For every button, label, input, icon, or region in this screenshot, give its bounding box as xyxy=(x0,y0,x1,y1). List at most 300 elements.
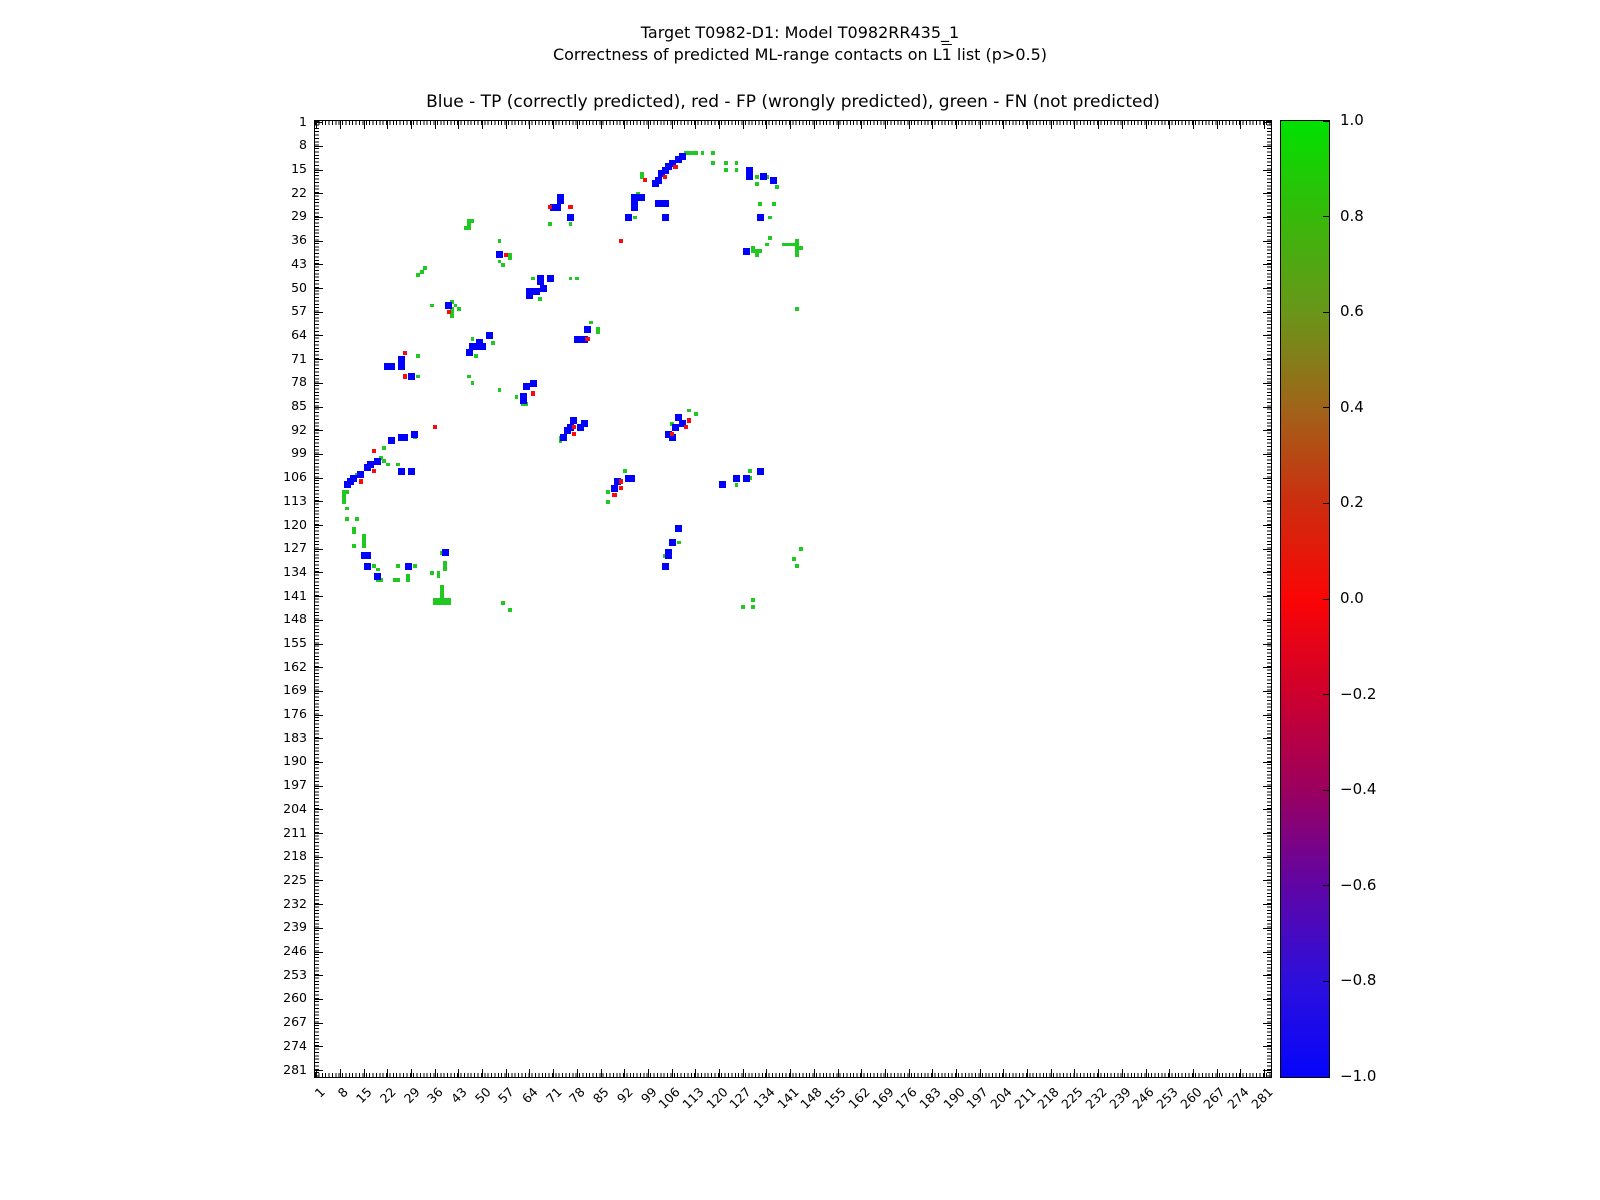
contact-point-fn xyxy=(352,544,356,548)
x-major-tick xyxy=(364,121,365,129)
contact-point-tp xyxy=(631,204,638,211)
colorbar-tick xyxy=(1323,121,1329,122)
y-tick-label: 64 xyxy=(291,326,307,342)
x-major-tick xyxy=(885,1069,886,1077)
x-major-tick xyxy=(1074,121,1075,129)
contact-point-fn xyxy=(386,463,390,467)
x-tick-label: 22 xyxy=(376,1084,399,1107)
x-major-tick xyxy=(766,121,767,129)
y-tick-label: 239 xyxy=(283,919,307,935)
x-major-tick xyxy=(1122,121,1123,129)
contact-point-fn xyxy=(606,490,610,494)
y-major-tick xyxy=(1263,667,1271,668)
y-major-tick xyxy=(315,146,323,147)
y-major-tick xyxy=(315,383,323,384)
x-tick-label: 267 xyxy=(1200,1084,1229,1112)
contact-point-tp xyxy=(665,552,672,559)
x-tick-label: 120 xyxy=(702,1084,731,1112)
contact-point-fn xyxy=(467,375,471,379)
y-major-tick xyxy=(315,288,323,289)
x-major-tick xyxy=(1217,1069,1218,1077)
contact-point-tp xyxy=(675,525,682,532)
contact-point-tp xyxy=(733,475,740,482)
contact-point-fn xyxy=(795,564,799,568)
y-major-tick xyxy=(1263,1046,1271,1047)
y-tick-label: 162 xyxy=(283,658,307,674)
contact-point-tp xyxy=(672,424,679,431)
x-tick-label: 162 xyxy=(845,1084,873,1112)
contact-point-fp xyxy=(687,418,691,422)
x-major-tick xyxy=(387,1069,388,1077)
contact-point-fn xyxy=(758,249,762,253)
y-tick-label: 190 xyxy=(283,753,307,769)
x-tick-label: 148 xyxy=(797,1084,826,1112)
contact-point-tp xyxy=(652,180,659,187)
x-tick-label: 36 xyxy=(424,1084,447,1107)
y-major-tick xyxy=(1263,501,1271,502)
contact-point-fp xyxy=(585,337,589,341)
contact-point-fp xyxy=(619,239,623,243)
contact-point-fn xyxy=(575,277,579,281)
y-tick-label: 92 xyxy=(291,421,307,437)
x-major-tick xyxy=(624,121,625,129)
contact-point-fn xyxy=(501,263,505,267)
y-major-tick xyxy=(1263,596,1271,597)
y-major-tick xyxy=(1263,620,1271,621)
contact-point-fn xyxy=(362,544,366,548)
y-major-tick xyxy=(315,786,323,787)
contact-point-tp xyxy=(408,373,415,380)
y-major-tick xyxy=(315,122,323,123)
x-major-tick xyxy=(956,121,957,129)
contact-point-fn xyxy=(413,564,417,568)
y-major-tick xyxy=(1263,407,1271,408)
contact-point-fn xyxy=(569,222,573,226)
x-major-tick xyxy=(956,1069,957,1077)
x-major-tick xyxy=(624,1069,625,1077)
y-tick-label: 281 xyxy=(283,1061,307,1077)
contact-point-fn xyxy=(633,216,637,220)
contact-point-fn xyxy=(755,253,759,257)
x-major-tick xyxy=(1217,121,1218,129)
contact-point-tp xyxy=(523,383,530,390)
contact-point-tp xyxy=(746,173,753,180)
contact-point-fn xyxy=(376,568,380,572)
contact-point-fn xyxy=(345,507,349,511)
contact-point-tp xyxy=(584,326,591,333)
colorbar xyxy=(1280,120,1330,1078)
y-tick-label: 204 xyxy=(283,800,307,816)
contact-point-tp xyxy=(398,363,405,370)
x-major-tick xyxy=(719,1069,720,1077)
colorbar-tick-label: −1.0 xyxy=(1340,1067,1377,1085)
figure-suptitle-line2 xyxy=(0,44,1600,65)
x-major-tick xyxy=(577,1069,578,1077)
x-major-tick xyxy=(529,1069,530,1077)
contact-point-tp xyxy=(662,214,669,221)
x-major-tick xyxy=(364,1069,365,1077)
y-tick-label: 225 xyxy=(283,871,307,887)
y-tick-label: 85 xyxy=(291,398,307,414)
contact-point-fn xyxy=(342,500,346,504)
y-tick-label: 57 xyxy=(291,303,307,319)
contact-point-tp xyxy=(757,214,764,221)
x-tick-label: 15 xyxy=(353,1084,375,1107)
x-major-tick xyxy=(529,121,530,129)
contact-point-fp xyxy=(504,253,508,257)
contact-point-fn xyxy=(396,463,400,467)
y-tick-label: 15 xyxy=(291,161,307,177)
x-tick-label: 78 xyxy=(566,1084,589,1107)
contact-point-tp xyxy=(560,434,567,441)
y-major-tick xyxy=(1263,454,1271,455)
contact-point-fn xyxy=(755,175,759,179)
contact-point-fn xyxy=(501,601,505,605)
contact-point-fn xyxy=(423,266,427,270)
y-tick-label: 127 xyxy=(283,540,307,556)
contact-point-fn xyxy=(548,222,552,226)
x-major-tick xyxy=(1003,121,1004,129)
axes-title: Blue - TP (correctly predicted), red - FP (wrongly predicted), green - FN (not predicted) xyxy=(426,92,1160,112)
contact-point-fn xyxy=(491,341,495,345)
x-tick-label: 155 xyxy=(821,1084,849,1112)
contact-point-fn xyxy=(735,168,739,172)
x-tick-label: 274 xyxy=(1224,1084,1252,1112)
y-tick-label: 232 xyxy=(283,895,307,911)
x-major-tick xyxy=(387,121,388,129)
x-major-tick xyxy=(861,121,862,129)
y-tick-label: 183 xyxy=(283,729,307,745)
y-major-tick xyxy=(315,999,323,1000)
contact-point-tp xyxy=(611,485,618,492)
contact-point-fp xyxy=(572,425,576,429)
contact-point-fn xyxy=(724,161,728,165)
x-major-tick xyxy=(1098,121,1099,129)
x-major-tick xyxy=(1193,121,1194,129)
x-tick-label: 232 xyxy=(1082,1084,1110,1112)
contact-point-fp xyxy=(372,449,376,453)
y-major-tick xyxy=(315,312,323,313)
y-major-tick xyxy=(315,501,323,502)
y-tick-label: 43 xyxy=(291,255,307,271)
y-tick-label: 99 xyxy=(291,445,307,461)
x-major-tick xyxy=(790,1069,791,1077)
contact-point-tp xyxy=(770,177,777,184)
x-major-tick xyxy=(411,121,412,129)
x-major-tick xyxy=(1169,1069,1170,1077)
x-tick-label: 99 xyxy=(637,1084,660,1107)
contact-point-fn xyxy=(467,226,471,230)
contact-point-tp xyxy=(445,302,452,309)
x-major-tick xyxy=(1169,121,1170,129)
colorbar-tick xyxy=(1323,216,1329,217)
contact-point-fp xyxy=(673,165,677,169)
y-tick-label: 8 xyxy=(299,137,307,153)
contact-point-fn xyxy=(508,608,512,612)
y-major-tick xyxy=(315,193,323,194)
contact-point-fn xyxy=(795,307,799,311)
suptitle-line2-suffix: list (p>0.5) xyxy=(951,45,1048,64)
y-major-tick xyxy=(315,667,323,668)
y-major-tick xyxy=(1263,122,1271,123)
contact-point-tp xyxy=(533,288,540,295)
contact-point-fn xyxy=(345,517,349,521)
contact-point-fn xyxy=(735,161,739,165)
colorbar-tick-label: 0.0 xyxy=(1340,589,1364,607)
contact-point-tp xyxy=(760,173,767,180)
contact-point-fn xyxy=(457,307,461,311)
contact-point-tp xyxy=(540,285,547,292)
contact-point-fn xyxy=(751,605,755,609)
contact-point-tp xyxy=(357,471,364,478)
x-major-tick xyxy=(1122,1069,1123,1077)
y-major-tick xyxy=(1263,1070,1271,1071)
x-major-tick xyxy=(861,1069,862,1077)
y-major-tick xyxy=(315,1023,323,1024)
contact-point-tp xyxy=(374,573,381,580)
colorbar-tick-label: 1.0 xyxy=(1340,111,1364,129)
y-tick-label: 71 xyxy=(291,350,307,366)
x-tick-label: 8 xyxy=(335,1084,352,1101)
colorbar-tick xyxy=(1323,407,1329,408)
y-tick-label: 218 xyxy=(283,848,307,864)
contact-point-tp xyxy=(442,549,449,556)
contact-point-fn xyxy=(406,578,410,582)
x-major-tick xyxy=(1051,1069,1052,1077)
contact-point-tp xyxy=(344,481,351,488)
y-major-tick xyxy=(1263,880,1271,881)
contact-point-tp xyxy=(577,424,584,431)
x-major-tick xyxy=(1240,121,1241,129)
x-major-tick xyxy=(980,1069,981,1077)
x-major-tick xyxy=(435,1069,436,1077)
contact-point-fp xyxy=(619,479,623,483)
contact-point-tp xyxy=(625,214,632,221)
x-tick-label: 190 xyxy=(939,1084,968,1112)
contact-point-fn xyxy=(724,168,728,172)
x-major-tick xyxy=(743,121,744,129)
suptitle-line2-prefix: Correctness of predicted ML-range contacts on L xyxy=(552,45,942,64)
y-major-tick xyxy=(315,975,323,976)
x-major-tick xyxy=(790,121,791,129)
x-major-tick xyxy=(1146,1069,1147,1077)
y-tick-label: 1 xyxy=(299,113,307,129)
x-tick-label: 211 xyxy=(1010,1084,1039,1112)
y-tick-label: 169 xyxy=(283,682,307,698)
y-tick-label: 148 xyxy=(283,611,307,627)
colorbar-tick xyxy=(1323,694,1329,695)
contact-point-tp xyxy=(408,468,415,475)
x-major-tick xyxy=(601,121,602,129)
y-major-tick xyxy=(315,359,323,360)
contact-point-fn xyxy=(711,161,715,165)
contact-point-fp xyxy=(619,486,623,490)
contact-point-tp xyxy=(374,458,381,465)
x-major-tick xyxy=(672,1069,673,1077)
y-major-tick xyxy=(315,738,323,739)
x-major-tick xyxy=(340,121,341,129)
y-major-tick xyxy=(1263,1023,1271,1024)
contact-point-fn xyxy=(420,270,424,274)
contact-point-fn xyxy=(396,578,400,582)
x-tick-label: 141 xyxy=(774,1084,802,1112)
y-major-tick xyxy=(315,857,323,858)
x-major-tick xyxy=(838,1069,839,1077)
x-tick-label: 218 xyxy=(1034,1084,1063,1112)
contact-point-fp xyxy=(433,425,437,429)
x-tick-label: 64 xyxy=(519,1084,541,1107)
colorbar-tick-label: 0.2 xyxy=(1340,493,1364,512)
x-major-tick xyxy=(672,121,673,129)
y-major-tick xyxy=(315,525,323,526)
contact-point-fn xyxy=(498,388,502,392)
y-major-tick xyxy=(1263,715,1271,716)
y-major-tick xyxy=(315,809,323,810)
contact-point-fn xyxy=(437,574,441,578)
x-major-tick xyxy=(435,121,436,129)
y-major-tick xyxy=(1263,691,1271,692)
y-major-tick xyxy=(315,335,323,336)
y-major-tick xyxy=(315,928,323,929)
x-major-tick xyxy=(909,1069,910,1077)
contact-point-fn xyxy=(687,409,691,413)
contact-point-fn xyxy=(775,185,779,189)
x-tick-label: 85 xyxy=(590,1084,612,1107)
colorbar-tick xyxy=(1323,503,1329,504)
y-major-tick xyxy=(1263,193,1271,194)
x-tick-label: 183 xyxy=(916,1084,944,1112)
y-major-tick xyxy=(1263,644,1271,645)
y-major-tick xyxy=(315,644,323,645)
y-major-tick xyxy=(1263,928,1271,929)
contact-point-tp xyxy=(638,194,645,201)
y-major-tick xyxy=(315,217,323,218)
x-major-tick xyxy=(458,1069,459,1077)
contact-point-tp xyxy=(757,468,764,475)
x-major-tick xyxy=(1027,121,1028,129)
x-tick-label: 106 xyxy=(655,1084,684,1112)
contact-point-fn xyxy=(345,490,349,494)
y-major-tick xyxy=(315,691,323,692)
x-major-tick xyxy=(814,1069,815,1077)
contact-point-fn xyxy=(694,412,698,416)
colorbar-tick-label: −0.6 xyxy=(1340,875,1377,894)
x-tick-label: 71 xyxy=(542,1084,565,1107)
contact-point-tp xyxy=(662,563,669,570)
y-tick-label: 36 xyxy=(291,232,307,248)
contact-point-fn xyxy=(768,216,772,220)
contact-point-tp xyxy=(388,437,395,444)
y-major-tick xyxy=(315,880,323,881)
y-tick-label: 267 xyxy=(283,1014,307,1030)
x-major-tick xyxy=(506,1069,507,1077)
contact-point-fn xyxy=(515,395,519,399)
contact-point-fn xyxy=(352,530,356,534)
y-major-tick xyxy=(315,762,323,763)
contact-point-fn xyxy=(792,557,796,561)
contact-point-fn xyxy=(606,500,610,504)
x-tick-label: 197 xyxy=(963,1084,992,1112)
y-major-tick xyxy=(1263,952,1271,953)
contact-point-tp xyxy=(405,563,412,570)
contact-point-fn xyxy=(795,253,799,257)
contact-point-tp xyxy=(496,251,503,258)
colorbar-tick xyxy=(1323,312,1329,313)
y-major-tick xyxy=(1263,549,1271,550)
figure-suptitle-line1: Target T0982-D1: Model T0982RR435_1 xyxy=(640,23,960,42)
x-major-tick xyxy=(695,1069,696,1077)
y-tick-label: 50 xyxy=(291,279,307,295)
y-tick-label: 155 xyxy=(283,635,307,650)
contact-point-tp xyxy=(398,468,405,475)
x-major-tick xyxy=(648,1069,649,1077)
y-tick-label: 113 xyxy=(283,492,307,508)
contact-point-fp xyxy=(359,479,363,483)
x-major-tick xyxy=(766,1069,767,1077)
x-tick-label: 239 xyxy=(1105,1084,1134,1112)
contact-point-fn xyxy=(498,239,502,243)
contact-point-fn xyxy=(589,321,593,325)
y-major-tick xyxy=(1263,809,1271,810)
contact-point-tp xyxy=(411,431,418,438)
x-major-tick xyxy=(1146,121,1147,129)
contact-point-fn xyxy=(471,381,475,385)
colorbar-tick-label: 0.6 xyxy=(1340,302,1364,321)
x-tick-label: 204 xyxy=(987,1084,1015,1112)
y-major-tick xyxy=(315,549,323,550)
contact-point-fn xyxy=(416,273,420,277)
contact-point-tp xyxy=(388,363,395,370)
contact-point-tp xyxy=(743,248,750,255)
x-major-tick xyxy=(932,1069,933,1077)
y-major-tick xyxy=(1263,786,1271,787)
y-major-tick xyxy=(1263,217,1271,218)
x-major-tick xyxy=(1027,1069,1028,1077)
y-major-tick xyxy=(1263,170,1271,171)
x-major-tick xyxy=(553,1069,554,1077)
contact-point-fn xyxy=(355,517,359,521)
x-tick-label: 176 xyxy=(892,1084,921,1112)
y-tick-label: 22 xyxy=(291,184,307,200)
contact-point-tp xyxy=(401,434,408,441)
x-major-tick xyxy=(814,121,815,129)
y-major-tick xyxy=(1263,288,1271,289)
x-major-tick xyxy=(553,121,554,129)
x-major-tick xyxy=(482,121,483,129)
x-major-tick xyxy=(885,121,886,129)
contact-point-fn xyxy=(416,354,420,358)
contact-point-fp xyxy=(403,374,407,378)
y-tick-label: 253 xyxy=(283,966,307,982)
y-major-tick xyxy=(315,715,323,716)
contact-point-fn xyxy=(474,354,478,358)
colorbar-tick-label: 0.8 xyxy=(1340,206,1364,225)
y-tick-label: 106 xyxy=(283,469,307,485)
y-major-tick xyxy=(1263,738,1271,739)
x-major-tick xyxy=(648,121,649,129)
contact-point-tp xyxy=(364,552,371,559)
y-tick-label: 134 xyxy=(283,563,307,579)
y-major-tick xyxy=(1263,572,1271,573)
x-major-tick xyxy=(1240,1069,1241,1077)
contact-point-fn xyxy=(701,151,705,155)
contact-point-fn xyxy=(758,202,762,206)
contact-point-tp xyxy=(526,292,533,299)
y-tick-label: 29 xyxy=(291,208,307,224)
contact-point-fp xyxy=(663,175,667,179)
x-major-tick xyxy=(1098,1069,1099,1077)
x-tick-label: 134 xyxy=(750,1084,778,1112)
